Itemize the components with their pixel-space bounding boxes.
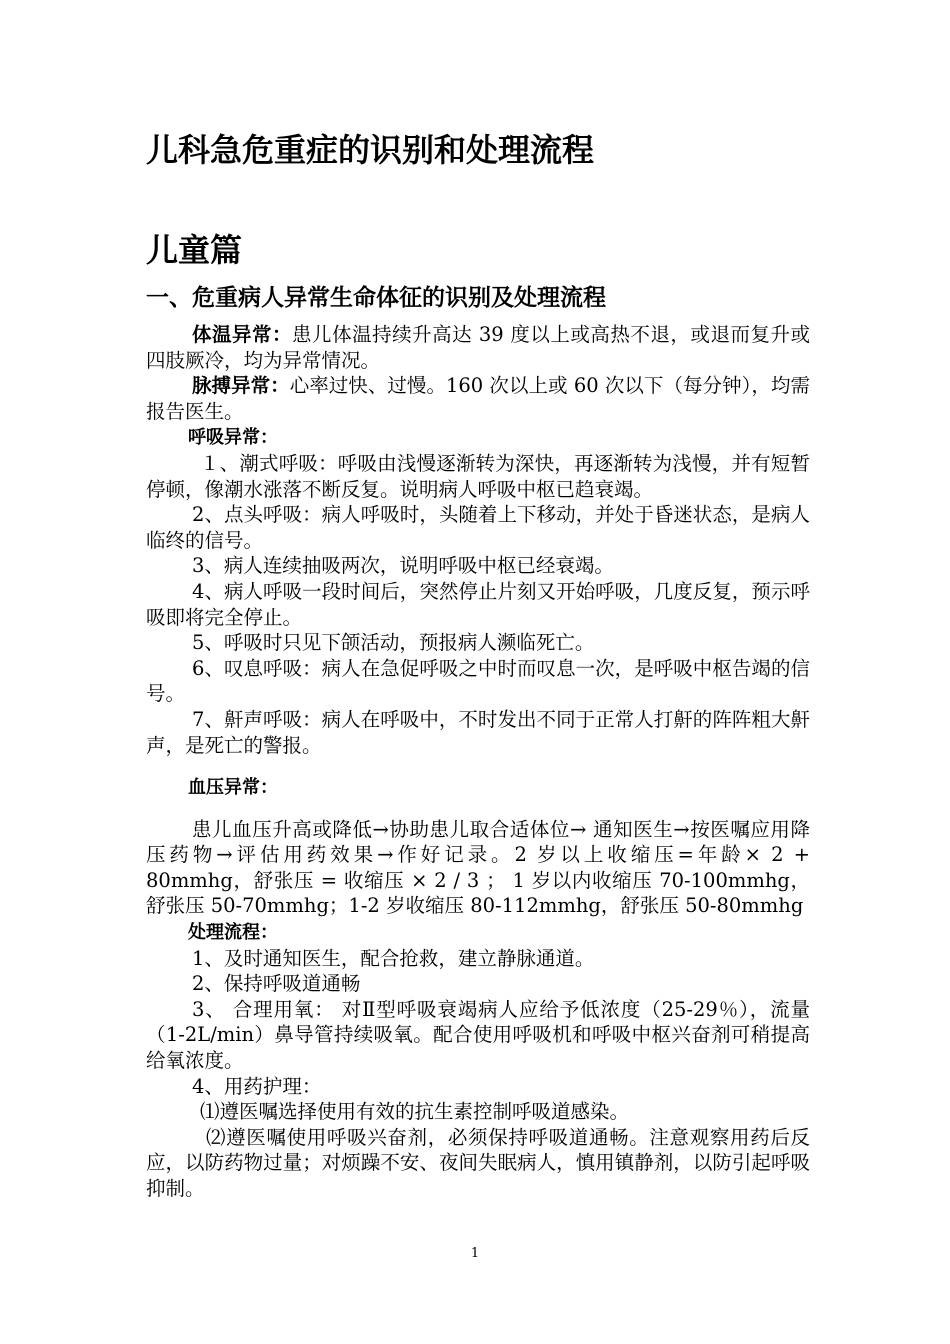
treatment-label: 处理流程： <box>188 922 278 944</box>
pulse-paragraph <box>146 373 810 424</box>
treatment-item: 1、及时通知医生，配合抢救，建立静脉通道。 <box>192 946 595 970</box>
pulse-text: 心率过快、过慢。160 次以上或 60 次以下（每分钟），均需报告医生。 <box>146 374 810 423</box>
temperature-label: 体温异常： <box>192 323 293 346</box>
respiration-item: 7、鼾声呼吸：病人在呼吸中，不时发出不同于正常人打鼾的阵阵粗大鼾声，是死亡的警报。 <box>146 707 810 757</box>
document-title: 儿科急危重症的识别和处理流程 <box>146 131 595 169</box>
section-heading: 一、危重病人异常生命体征的识别及处理流程 <box>146 285 606 311</box>
part-title: 儿童篇 <box>146 231 243 269</box>
treatment-item: 2、保持呼吸道通畅 <box>192 972 361 996</box>
respiration-label: 呼吸异常： <box>188 427 278 449</box>
page-number: 1 <box>470 1246 480 1261</box>
treatment-heading <box>146 919 810 946</box>
treatment-item: 4、用药护理： <box>192 1074 322 1098</box>
treatment-item: 3、 合理用氧： 对Ⅱ型呼吸衰竭病人应给予低浓度（25-29％），流量（1-2L/min）鼻导管持续吸氧。配合使用呼吸机和呼吸中枢兴奋剂可稍提高给氧浓度。 <box>146 997 810 1073</box>
respiration-item: 3、病人连续抽吸两次，说明呼吸中枢已经衰竭。 <box>192 554 614 578</box>
treatment-sub-item: ⑵遵医嘱使用呼吸兴奋剂，必须保持呼吸道通畅。注意观察用药后反应，以防药物过量；对烦躁不安、夜间失眠病人，慎用镇静剂，以防引起呼吸抑制。 <box>146 1125 810 1200</box>
document-body <box>146 322 810 1202</box>
temperature-text: 患儿体温持续升高达 39 度以上或高热不退，或退而复升或四肢厥冷，均为异常情况。 <box>146 323 810 372</box>
respiration-item: 5、呼吸时只见下颌活动，预报病人濒临死亡。 <box>192 631 595 655</box>
treatment-sub-item: ⑴遵医嘱选择使用有效的抗生素控制呼吸道感染。 <box>200 1100 630 1124</box>
blood-pressure-text: 患儿血压升高或降低→协助患儿取合适体位→ 通知医生→按医嘱应用降压药物→评估用药效果→作好记录。2 岁以上收缩压=年龄× 2 + 80mmhg，舒张压 = 收缩压 × 2 / 3 ； 1 岁以内收缩压 70-100mmhg，舒张压 50-70mmhg；1-2 岁收缩压 80-112mmhg，舒张压 50-80mmhg <box>146 817 810 918</box>
respiration-item: １、潮式呼吸：呼吸由浅慢逐渐转为深快，再逐渐转为浅慢，并有短暂停顿，像潮水涨落不断反复。说明病人呼吸中枢已趋衰竭。 <box>146 451 810 501</box>
respiration-item: 4、病人呼吸一段时间后，突然停止片刻又开始呼吸，几度反复，预示呼吸即将完全停止。 <box>146 579 810 629</box>
temperature-paragraph <box>146 322 810 373</box>
respiration-heading <box>146 424 810 451</box>
blood-pressure-heading <box>146 774 810 801</box>
respiration-item: 2、点头呼吸：病人呼吸时，头随着上下移动，并处于昏迷状态，是病人临终的信号。 <box>146 503 810 552</box>
respiration-item: 6、叹息呼吸：病人在急促呼吸之中时而叹息一次，是呼吸中枢告竭的信号。 <box>146 656 810 706</box>
blood-pressure-label: 血压异常： <box>188 777 278 799</box>
pulse-label: 脉搏异常： <box>192 374 290 398</box>
